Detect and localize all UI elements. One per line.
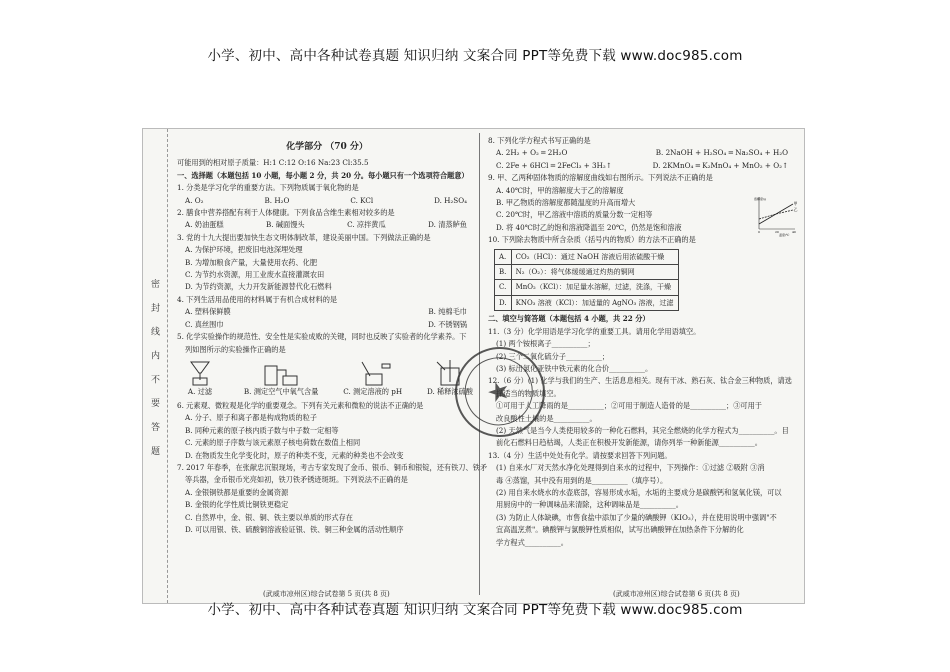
table-cell: N₂（O₂）：将气体缓缓通过灼热的铜网: [511, 265, 678, 280]
option: A. 奶油蛋糕: [185, 220, 224, 230]
question-5: 5. 化学实验操作的规范性、安全性是实验成败的关键，同时也反映了实验者的化学素养。下: [177, 332, 467, 342]
bottom-banner: 小学、初中、高中各种试卷真题 知识归纳 文案合同 PPT等免费下载 www.doc985.com: [207, 602, 743, 618]
option: A. 过滤: [187, 386, 213, 396]
option: D. 清蒸鲈鱼: [428, 220, 467, 230]
table-row: [495, 249, 679, 264]
ph-paper-icon: [354, 360, 392, 386]
x-axis-label: 温度/℃: [779, 233, 790, 237]
option: B. 金银的化学性质比铜铁更稳定: [185, 500, 289, 510]
question-10: 10. 下列除去物质中所含杂质（括号内的物质）的方法不正确的是: [488, 235, 696, 245]
solubility-chart: [753, 195, 797, 237]
question-3: 3. 党的十九大提出要加快生态文明体制改革，建设美丽中国。下列做法正确的是: [177, 232, 431, 242]
question-13-cont: (1) 自来水厂对天然水净化处理得到自来水的过程中，下列操作：①过滤 ②吸附 ③消: [496, 463, 765, 473]
series-label-jia: 甲: [793, 201, 798, 206]
table-row: [495, 265, 679, 280]
q8-options: [488, 160, 798, 172]
option: C. 元素的原子序数与该元素原子核电荷数在数值上相同: [185, 438, 361, 448]
table-cell: D.: [495, 295, 512, 310]
question-12-cont: 改良酸性土壤的是__________。: [496, 413, 597, 423]
lab-figure: [343, 360, 402, 398]
question-13-cont: (2) 用自来水烧水的水壶底部，容易形成水垢，水垢的主要成分是碳酸钙和氢氧化镁，可以: [496, 487, 782, 497]
top-banner: 小学、初中、高中各种试卷真题 知识归纳 文案合同 PPT等免费下载 www.doc985.com: [207, 48, 743, 64]
left-column: [177, 135, 488, 536]
question-5-cont: 列如图所示的实验操作正确的是: [185, 344, 286, 354]
question-11: 11.（3 分）化学用语是学习化学的重要工具。请用化学用语填空。: [488, 326, 701, 336]
gas-bottle-icon: [262, 360, 300, 386]
option: A. 金银铜铁都是重要的金属资源: [185, 487, 289, 497]
option: D. 在物质发生化学变化时，原子的种类不变，元素的种类也不会改变: [185, 450, 404, 460]
y-axis-label: 溶解度/g: [754, 197, 766, 201]
question-4: 4. 下列生活用品使用的材料属于有机合成材料的是: [177, 294, 338, 304]
option: A. 为保护环境，把废旧电池深埋处理: [185, 245, 303, 255]
q4-options: [177, 319, 477, 331]
question-1: 1. 分类是学习化学的重要方法。下列物质属于氧化物的是: [177, 183, 359, 193]
x-tick-label: 40: [792, 230, 796, 234]
option: C. 真丝围巾: [185, 319, 224, 329]
option: D. 将 40℃时乙的饱和溶液降温至 20℃，仍然是饱和溶液: [496, 222, 682, 232]
option: C. 2Fe + 6HCl ═ 2FeCl₃ + 3H₂↑: [496, 160, 612, 170]
blank-item: (2) 三个二氧化硫分子__________；: [496, 351, 610, 361]
option: D. H₂SO₄: [434, 195, 467, 205]
table-row: [495, 295, 679, 310]
right-column: [488, 135, 798, 549]
option: C. 自然界中，金、银、铜、铁主要以单质的形式存在: [185, 512, 353, 522]
table-cell: KNO₃ 溶液（KCl）：加适量的 AgNO₃ 溶液，过滤: [511, 295, 678, 310]
section-heading: 一、选择题（本题包括 10 小题，每小题 2 分，共 20 分。每小题只有一个选项符合题意）: [177, 170, 469, 180]
blank-item: (3) 标出氯化亚铁中铁元素的化合价__________。: [496, 363, 653, 373]
question-13-cont: 宜高温烹煮"。碘酸钾与氯酸钾性质相似，试写出碘酸钾在加热条件下分解的化: [496, 525, 744, 535]
option: B. 碱面馒头: [266, 220, 305, 230]
question-12: 12.（6 分）(1) 化学与我们的生产、生活息息相关。现有干冰、熟石灰、钛合金三种物质，请选: [488, 376, 792, 386]
page-footer-left: (武威市凉州区)综合试卷第 5 页(共 8 页): [263, 590, 390, 598]
option: A. 分子、原子和离子都是构成物质的粒子: [185, 413, 317, 423]
table-cell: MnO₂（KCl）：加足量水溶解，过滤，洗涤，干燥: [511, 280, 678, 295]
seal-margin-text: 密 封 线 内 不 要 答 题: [149, 279, 159, 462]
q10-table: [494, 249, 679, 312]
atomic-mass-note: 可能用到的相对原子质量：H:1 C:12 O:16 Na:23 Cl:35.5: [177, 158, 369, 168]
option: D. 可以用银、铁、硫酸铜溶液验证银、铁、铜三种金属的活动性顺序: [185, 524, 404, 534]
table-cell: B.: [495, 265, 512, 280]
option: C. 凉拌黄瓜: [347, 220, 386, 230]
question-12-cont: 前化石燃料日趋枯竭，人类正在积极开发新能源，请你列举一种新能源__________。: [496, 438, 762, 448]
option: B. 2NaOH + H₂SO₄ ═ Na₂SO₄ + H₂O: [655, 148, 788, 158]
series-line-yi: [759, 210, 793, 219]
option: C. 20℃时，甲乙溶液中溶质的质量分数一定相等: [496, 210, 653, 220]
option: B. H₂O: [264, 195, 290, 205]
option: A. 40℃时，甲的溶解度大于乙的溶解度: [496, 185, 624, 195]
option: B. 测定空气中氧气含量: [243, 386, 319, 396]
table-row: [495, 280, 679, 295]
exam-scan: [142, 128, 805, 604]
option: B. 甲乙物质的溶解度都随温度的升高而增大: [496, 198, 636, 208]
q2-options: [177, 219, 477, 231]
question-13: 13.（4 分）生活中处处有化学。请按要求回答下列问题。: [488, 450, 672, 460]
question-12-cont: ①可用于人工降雨的是__________；②可用于制造人造骨的是__________；③可用于: [496, 401, 762, 411]
option: A. 塑料保鲜膜: [185, 307, 231, 317]
table-cell: C.: [495, 280, 512, 295]
question-9: 9. 甲、乙两种固体物质的溶解度曲线如右图所示。下列说法不正确的是: [488, 173, 713, 183]
option: B. 为增加粮食产量，大量使用农药、化肥: [185, 257, 318, 267]
option: D. 稀释浓硫酸: [426, 386, 473, 396]
question-8: 8. 下列化学方程式书写正确的是: [488, 136, 591, 145]
section-heading: 二、填空与简答题（本题包括 4 小题，共 22 分）: [488, 314, 650, 324]
option: C. 为节约水资源，用工业废水直接灌溉农田: [185, 270, 325, 280]
page-footer-right: (武威市凉州区)综合试卷第 6 页(共 8 页): [613, 590, 740, 598]
seal-margin: [143, 129, 168, 603]
option: D. 为节约资源，大力开发新能源替代化石燃料: [185, 282, 332, 292]
section-title: 化学部分 （70 分）: [286, 142, 368, 152]
question-6: 6. 元素观、微粒观是化学的重要观念。下列有关元素和微粒的说法不正确的是: [177, 400, 424, 410]
option: A. 2H₂ + O₂ ═ 2H₂O: [496, 148, 568, 158]
series-line-jia: [759, 204, 793, 224]
lab-figure: [244, 360, 319, 398]
x-tick-label: 0: [758, 230, 760, 234]
option: C. 测定溶液的 pH: [343, 386, 403, 396]
option: D. 2KMnO₄ ═ K₂MnO₄ + MnO₂ + O₂↑: [652, 160, 788, 170]
question-7-cont: 等兵器，金币银币光亮如初，铁刀铁矛锈迹斑斑。下列说法不正确的是: [185, 475, 408, 485]
question-12-cont: (2) 天然气是当今人类使用较多的一种化石燃料，其完全燃烧的化学方程式为__________。目: [496, 425, 789, 435]
lab-figures: [177, 356, 477, 400]
question-13-cont: 用厨房中的一种调味品来清除，这种调味品是__________。: [496, 500, 683, 510]
question-13-cont: (3) 为防止人体缺碘，市售食盐中添加了少量的碘酸钾（KIO₃），并在使用说明中强调"不: [496, 512, 777, 522]
x-tick-label: 20: [775, 230, 779, 234]
question-12-cont: 择适当的物质填空。: [496, 388, 561, 398]
table-cell: CO₂（HCl）：通过 NaOH 溶液后用浓硫酸干燥: [511, 249, 678, 264]
question-13-cont: 毒 ④蒸馏，其中没有用到的是__________（填序号）。: [496, 475, 668, 485]
lab-figure: [181, 360, 219, 398]
q1-options: [177, 195, 477, 207]
option: B. 同种元素的原子核内质子数与中子数一定相等: [185, 425, 339, 435]
funnel-icon: [181, 360, 219, 386]
option: B. 纯棉毛巾: [428, 307, 467, 317]
blank-item: (1) 两个铵根离子__________；: [496, 339, 595, 349]
option: C. KCl: [350, 195, 374, 205]
question-2: 2. 膳食中营养搭配有利于人体健康。下列食品含维生素相对较多的是: [177, 208, 395, 218]
option: A. O₂: [185, 195, 204, 205]
question-7: 7. 2017 年春季，在张献忠沉银现场，考古专家发现了金币、银币、铜币和银锭，还有铁刀、铁矛: [177, 462, 488, 472]
star-icon: ★: [483, 374, 515, 411]
series-label-yi: 乙: [793, 207, 798, 212]
table-cell: A.: [495, 249, 512, 264]
question-13-cont: 学方程式__________。: [496, 537, 568, 547]
q4-options: [177, 306, 477, 318]
option: D. 不锈钢锅: [428, 319, 467, 329]
q8-options: [488, 147, 798, 159]
